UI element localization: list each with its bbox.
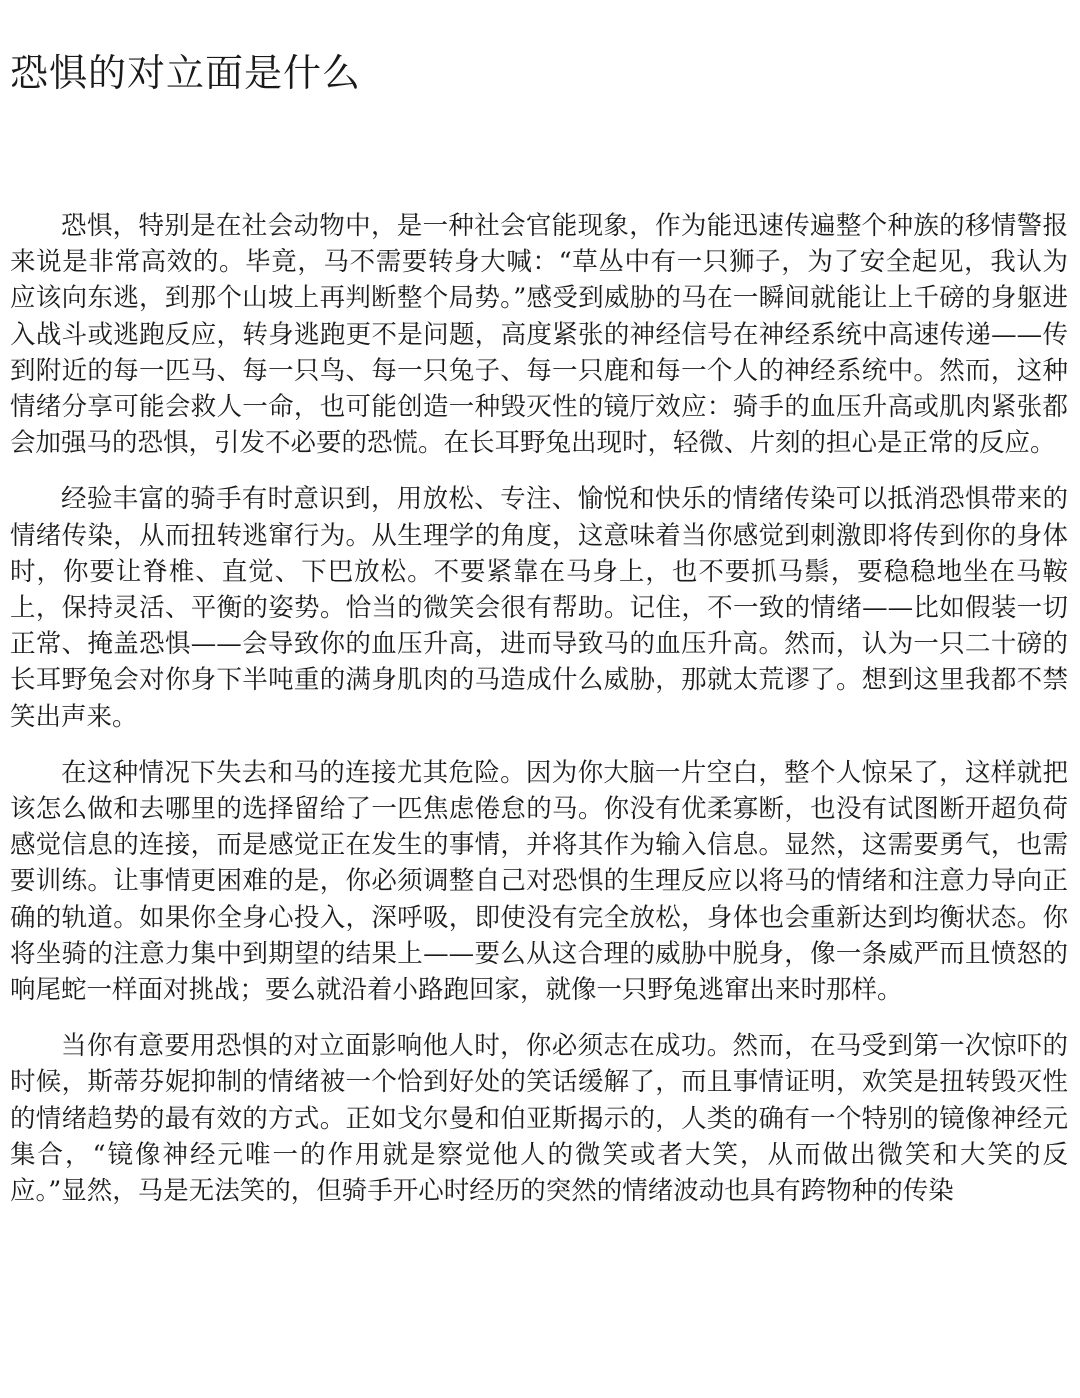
paragraph-1: 恐惧，特别是在社会动物中，是一种社会官能现象，作为能迅速传遍整个种族的移情警报来说是非常高效的。毕竟，马不需要转身大喊：“草丛中有一只狮子，为了安全起见，我认为应该向东逃，到那个山坡上再判断整个局势。”感受到威胁的马在一瞬间就能让上千磅的身躯进入战斗或逃跑反应，转身逃跑更不是问题，高度紧张的神经信号在神经系统中高速传递——传到附近的每一匹马、每一只鸟、每一只兔子、每一只鹿和每一个人的神经系统中。然而，这种情绪分享可能会救人一命，也可能创造一种毁灭性的镜厅效应：骑手的血压升高或肌肉紧张都会加强马的恐惧，引发不必要的恐慌。在长耳野兔出现时，轻微、片刻的担心是正常的反应。 [10,211,1068,459]
paragraph-3: 在这种情况下失去和马的连接尤其危险。因为你大脑一片空白，整个人惊呆了，这样就把该怎么做和去哪里的选择留给了一匹焦虑倦怠的马。你没有优柔寡断，也没有试图断开超负荷感觉信息的连接，而是感觉正在发生的事情，并将其作为输入信息。显然，这需要勇气，也需要训练。让事情更困难的是，你必须调整自己对恐惧的生理反应以将马的情绪和注意力导向正确的轨道。如果你全身心投入，深呼吸，即使没有完全放松，身体也会重新达到均衡状态。你将坐骑的注意力集中到期望的结果上——要么从这合理的威胁中脱身，像一条威严而且愤怒的响尾蛇一样面对挑战；要么就沿着小路跑回家，就像一只野兔逃窜出来时那样。 [10,757,1068,1006]
article-title: 恐惧的对立面是什么 [10,51,362,95]
article-body [10,208,1068,1229]
paragraph-4: 当你有意要用恐惧的对立面影响他人时，你必须志在成功。然而，在马受到第一次惊吓的时候，斯蒂芬妮抑制的情绪被一个恰到好处的笑话缓解了，而且事情证明，欢笑是扭转毁灭性的情绪趋势的最有效的方式。正如戈尔曼和伯亚斯揭示的，人类的确有一个特别的镜像神经元集合，“镜像神经元唯一的作用就是察觉他人的微笑或者大笑，从而做出微笑和大笑的反应。”显然，马是无法笑的，但骑手开心时经历的突然的情绪波动也具有跨物种的传染 [10,1031,1068,1207]
paragraph-2: 经验丰富的骑手有时意识到，用放松、专注、愉悦和快乐的情绪传染可以抵消恐惧带来的情绪传染，从而扭转逃窜行为。从生理学的角度，这意味着当你感觉到刺激即将传到你的身体时，你要让脊椎、直觉、下巴放松。不要紧靠在马身上，也不要抓马鬃，要稳稳地坐在马鞍上，保持灵活、平衡的姿势。恰当的微笑会很有帮助。记住，不一致的情绪——比如假装一切正常、掩盖恐惧——会导致你的血压升高，进而导致马的血压升高。然而，认为一只二十磅的长耳野兔会对你身下半吨重的满身肌肉的马造成什么威胁，那就太荒谬了。想到这里我都不禁笑出声来。 [10,484,1068,732]
